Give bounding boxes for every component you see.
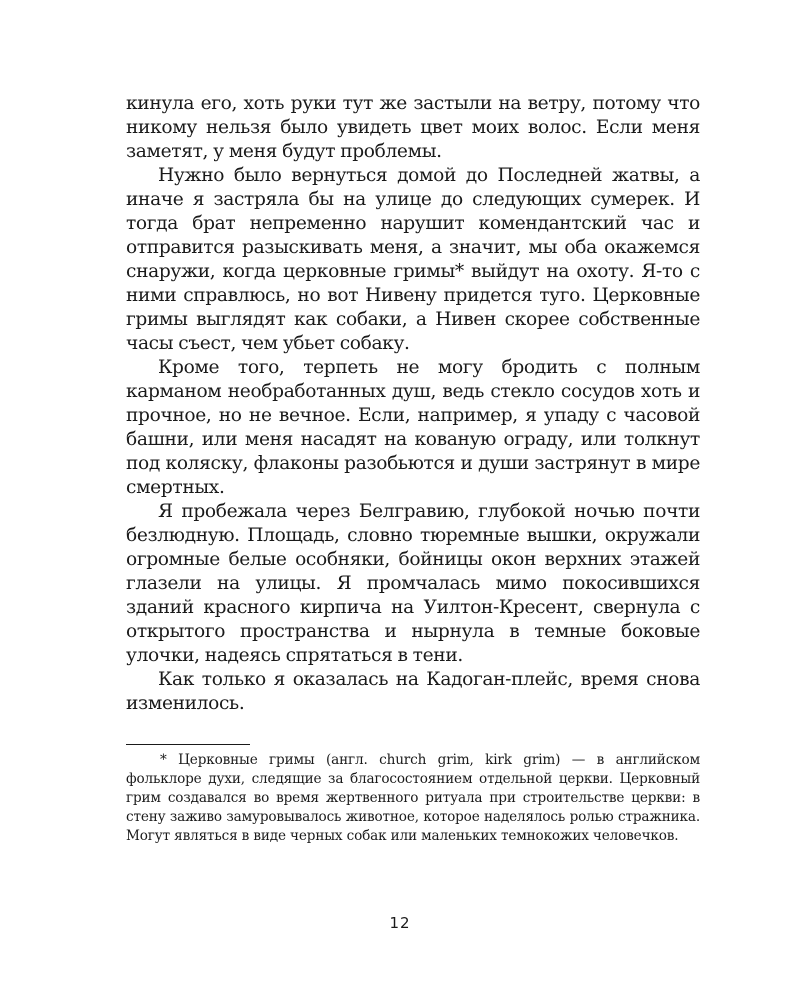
paragraph: Кроме того, терпеть не могу бродить с полным карманом необработанных душ, ведь стекло сосудов хоть и прочное, но не вечное. Если, например, я упаду с часовой башни, или меня насадят на кованую ограду, или толкнут под коляску, флаконы разобьются и души застрянут в мире смертных.: [126, 357, 700, 498]
paragraph: Я пробежала через Белгравию, глубокой ночью почти безлюдную. Площадь, словно тюремные вышки, окружали огромные белые особняки, бойницы окон верхних этажей глазели на улицы. Я промчалась мимо покосившихся зданий красного кирпича на Уилтон-Кресент, свернула с открытого пространства и нырнула в темные боковые улочки, надеясь спрятаться в тени.: [126, 501, 700, 666]
paragraph-continuation: кинула его, хоть руки тут же застыли на ветру, потому что никому нельзя было увидеть цвет моих волос. Если меня заметят, у меня будут проблемы.: [126, 93, 700, 162]
paragraph: Как только я оказалась на Кадоган-плейс, время снова изменилось.: [126, 669, 700, 714]
footnote-text: * Церковные гримы (англ. church grim, kirk grim) — в английском фольклоре духи, следящие за благосостоянием отдельной церкви. Церковный грим создавался во время жертвенного ритуала при строительстве церкви: в стену заживо замуровывалось животное, которое наделялось ролью стражника. Могут являться в виде черных собак или маленьких темнокожих человечков.: [126, 752, 700, 844]
page-number: 12: [389, 914, 411, 932]
paragraph: Нужно было вернуться домой до Последней жатвы, а иначе я застряла бы на улице до следующих сумерек. И тогда брат непременно нарушит комендантский час и отправится разыскивать меня, а значит, мы оба окажемся снаружи, когда церковные гримы* выйдут на охоту. Я-то с ними справлюсь, но вот Нивену придется туго. Церковные гримы выглядят как собаки, а Нивен скорее собственные часы съест, чем убьет собаку.: [126, 165, 700, 354]
body-text: [126, 92, 700, 716]
footnote-divider: [126, 744, 250, 745]
book-page: [126, 92, 700, 846]
footnote: [126, 751, 700, 846]
